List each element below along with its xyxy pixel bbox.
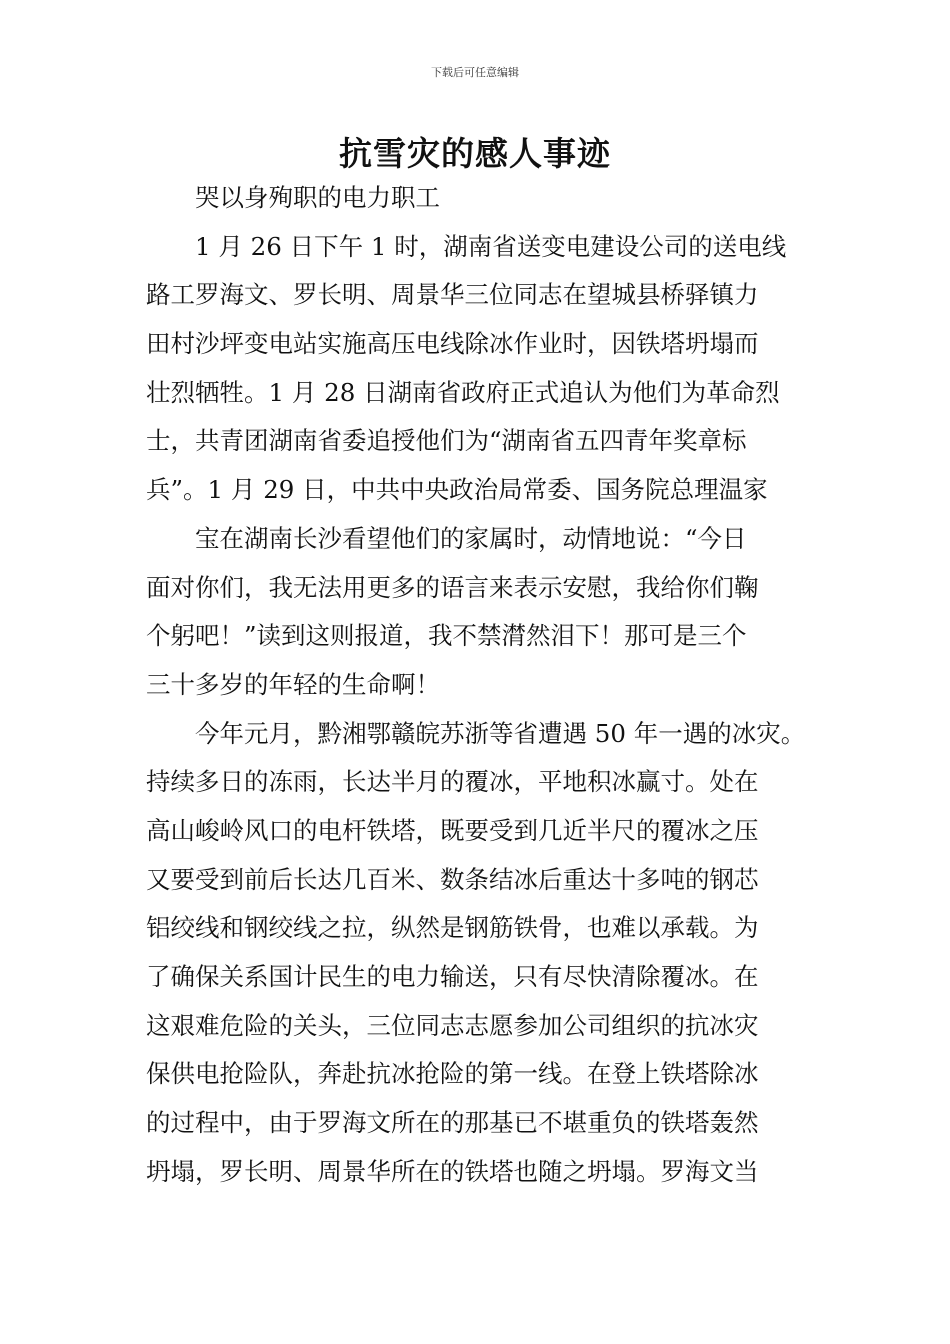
text-line: 三十多岁的年轻的生命啊！ xyxy=(146,669,440,699)
text-line: 1 月 26 日下午 1 时，湖南省送变电建设公司的送电线 xyxy=(195,231,787,261)
text-line: 今年元月，黔湘鄂赣皖苏浙等省遭遇 50 年一遇的冰灾。 xyxy=(195,718,806,748)
text-line: 壮烈牺牲。1 月 28 日湖南省政府正式追认为他们为革命烈 xyxy=(146,377,780,407)
text-line: 的过程中，由于罗海文所在的那基已不堪重负的铁塔轰然 xyxy=(146,1108,759,1138)
text-line: 兵”。1 月 29 日，中共中央政治局常委、国务院总理温家 xyxy=(146,475,768,505)
text-line: 了确保关系国计民生的电力输送，只有尽快清除覆冰。在 xyxy=(146,962,759,991)
text-line: 保供电抢险队，奔赴抗冰抢险的第一线。在登上铁塔除冰 xyxy=(146,1059,759,1089)
text-line: 这艰难危险的关头，三位同志志愿参加公司组织的抗冰灾 xyxy=(146,1010,759,1040)
text-line: 面对你们，我无法用更多的语言来表示安慰，我给你们鞠 xyxy=(146,572,759,602)
text-line: 高山峻岭风口的电杆铁塔，既要受到几近半尺的覆冰之压 xyxy=(146,815,759,845)
text-line: 宝在湖南长沙看望他们的家属时，动情地说：“今日 xyxy=(195,523,747,553)
text-line: 铝绞线和钢绞线之拉，纵然是钢筋铁骨，也难以承载。为 xyxy=(146,913,759,943)
text-line: 又要受到前后长达几百米、数条结冰后重达十多吨的钢芯 xyxy=(146,864,759,894)
document-title: 抗雪灾的感人事迹 xyxy=(339,134,611,173)
text-line: 个躬吧！”读到这则报道，我不禁潸然泪下！那可是三个 xyxy=(146,621,747,651)
text-line: 哭以身殉职的电力职工 xyxy=(195,183,440,212)
header-note: 下载后可任意编辑 xyxy=(431,66,519,79)
text-line: 坍塌，罗长明、周景华所在的铁塔也随之坍塌。罗海文当 xyxy=(146,1156,759,1186)
text-line: 路工罗海文、罗长明、周景华三位同志在望城县桥驿镇力 xyxy=(146,280,759,310)
text-line: 田村沙坪变电站实施高压电线除冰作业时，因铁塔坍塌而 xyxy=(146,329,759,359)
text-line: 士，共青团湖南省委追授他们为“湖南省五四青年奖章标 xyxy=(146,426,747,456)
text-line: 持续多日的冻雨，长达半月的覆冰，平地积冰赢寸。处在 xyxy=(146,767,759,797)
document-body xyxy=(146,174,810,1196)
